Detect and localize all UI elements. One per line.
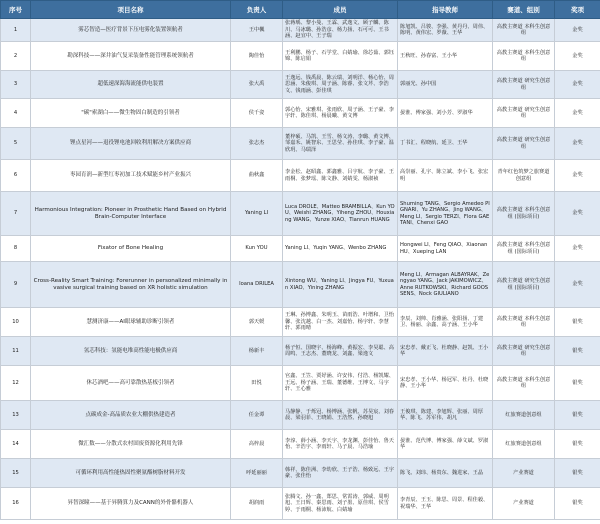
table-row [1,488,600,520]
header-members: 成员 [283,1,398,19]
row-teachers: 郭丽光、孙中国 [398,71,493,99]
row-project: "碳"索湖白——微生物固白制造的引领者 [31,99,231,128]
row-members: 董梓硕、马凯、王雪、杨文涛、李璐、黄文博、邹嘉禾、姚智东、王思莹、孙佳琪、李子豪、温欣玥、马瑞泽 [283,128,398,160]
row-project: 勘深科技——深井油气复采装备性能管理系统领航者 [31,42,231,71]
table-row [1,308,600,337]
row-no: 4 [1,99,31,128]
row-track: 高教主赛道 研究生创意组 [493,71,555,99]
table-row [1,459,600,488]
table-row [1,366,600,401]
row-project: 枣园育润—新型红枣初加工技术赋能乡村产业振兴 [31,160,231,192]
row-no: 6 [1,160,31,192]
row-leader: Ioana DRILEA [231,262,283,308]
row-award: 金奖 [555,71,600,99]
row-teachers: 晏淮、傅家强、刘小芳、罗淑华 [398,99,493,128]
row-track: 高教主赛道 研究生创意组 [493,99,555,128]
row-teachers: Shuming TANG、Sergio Amedeo PIGNARI、Yu ZHANG、Jing WANG、Meng LI、Sergio TERZI、Flora GAETANI、Chenxi GAO [398,192,493,236]
table-row [1,236,600,262]
table-row [1,42,600,71]
row-no: 14 [1,430,31,459]
row-members: 郭心怡、宋雅琪、张雨欣、周子涵、王子豪、李宇轩、陈佳琪、杨晨曦、黄文博 [283,99,398,128]
row-award: 金奖 [555,236,600,262]
row-leader: 张志杰 [231,128,283,160]
row-award: 金奖 [555,99,600,128]
table-row [1,430,600,459]
row-track: 高教主赛道 本科生创意组 [493,308,555,337]
row-members: 杨子恒、国晓宇、杨海峰、黄振宏、李昊聪、高周鸣、王志杰、董晓龙、刘鑫、梁逸文 [283,337,398,366]
row-members: Xintong WU、Yaning LI、Jingya FU、Yuxuan XIAO、Yining ZHANG [283,262,398,308]
table-body [1,19,600,520]
row-leader: 郭天媛 [231,308,283,337]
row-project: 锂点星河——退役锂电池回收利用解决方案供应商 [31,128,231,160]
row-award: 银奖 [555,366,600,401]
row-track: 产业赛道 [493,488,555,520]
row-teachers: 王秋旺、孙春富、王小华 [398,42,493,71]
row-leader: 曲秋鑫 [231,160,283,192]
row-teachers: 宋忠孝、戴正飞、杜晓静、赵凯、王小华 [398,337,493,366]
row-project: 微汇数——分散式农村固废资源化利用先锋 [31,430,231,459]
row-leader: 王中楓 [231,19,283,42]
row-track: 高教主赛道 本科生创意组 (国际项目) [493,192,555,236]
row-track: 青年红色筑梦之旅赛道创意组 [493,160,555,192]
row-members: Luca DROLE、Matteo BRAMBILLA、Kun YOU、Weishi ZHANG、Yiheng ZHOU、Houxiang WANG、Yunze XIAO、Tianrun HUANG [283,192,398,236]
row-leader: 田悦 [231,366,283,401]
row-no: 15 [1,459,31,488]
row-award: 金奖 [555,42,600,71]
row-award: 银奖 [555,401,600,430]
row-track: 高教主赛道 本科生创意组 [493,19,555,42]
row-leader: 杨新丰 [231,337,283,366]
row-no: 12 [1,366,31,401]
row-members: 王逸远、钱禹晨、陈云瑞、刘明洋、杨心怡、周思涵、朱俊琪、周子涵、陈睿、张文芹、李浩文、钱雨涵、彭佳琪 [283,71,398,99]
row-track: 红旅赛道创意组 [493,430,555,459]
row-no: 7 [1,192,31,236]
row-award: 银奖 [555,488,600,520]
row-members: 王利鹏、杨子、石学堂、白婧瑜、徐芯茹、郭钰锦、陈启娟 [283,42,398,71]
row-no: 10 [1,308,31,337]
row-members: 官鑫、王笠、贾妤涵、许安伟、付浩、杨凯耀、王远、杨子涵、王瑞、董德维、王博文、马宇轩、王心雅 [283,366,398,401]
row-members: 李金松、赵昭鑫、郭鑫雅、吕宇航、李子豪、王雨桐、张梦瑶、陈文静、刘婧雯、杨淑祯 [283,160,398,192]
row-members: 韩祥、陈佳洲、李幼欣、王子浩、杨致远、王宇豪、张佳怡 [283,459,398,488]
row-leader: 侯千姿 [231,99,283,128]
row-leader: 任金谭 [231,401,283,430]
row-no: 3 [1,71,31,99]
table-row [1,262,600,308]
table-row [1,19,600,42]
row-no: 5 [1,128,31,160]
table-row [1,401,600,430]
row-leader: 张大禹 [231,71,283,99]
table-row [1,160,600,192]
table-row [1,99,600,128]
header-teachers: 指导教师 [398,1,493,19]
row-award: 银奖 [555,459,600,488]
row-project: 可循环利用高性能热固性聚氨酯树脂材料开发 [31,459,231,488]
row-project: 氢芯科技：氢能电堆高性能电极供应商 [31,337,231,366]
row-teachers: 宋忠孝、王小华、杨冠军、杜丹、杜晓静、王小华 [398,366,493,401]
row-teachers: 晏淮、范代博、傅家强、薛文斌、罗淑华 [398,430,493,459]
row-leader: Kun YOU [231,236,283,262]
row-track: 高教主赛道 本科生创意组 [493,42,555,71]
row-no: 1 [1,19,31,42]
header-award: 奖项 [555,1,600,19]
row-teachers: Hongwei LI、Feng QIAO、Xiaonan HU、Xueping LAN [398,236,493,262]
row-track: 红旅赛道创意组 [493,401,555,430]
row-teachers: 高崇丽、孔宇、陈立斌、李小飞、张宏明 [398,160,493,192]
row-leader: 胡润雨 [231,488,283,520]
row-teachers: 李青辰、王玉、陈思、周景、程佳毅、祝瑞华、王华 [398,488,493,520]
row-track: 产业赛道 [493,459,555,488]
row-award: 银奖 [555,337,600,366]
row-no: 11 [1,337,31,366]
row-track: 高教主赛道 本科生创意组 [493,366,555,401]
row-project: 雾芯智造—医疗背景下压电雾化装置领航者 [31,19,231,42]
header-track: 赛道、组别 [493,1,555,19]
table-header [1,1,600,19]
row-award: 银奖 [555,430,600,459]
table-row [1,128,600,160]
row-project: 点碳成金-高品质农业大棚供热建造者 [31,401,231,430]
row-members: 王琳、孙博鑫、朱明玉、苗雨浩、叶增和、卫怡馨、张沈越、白一杰、刘嘉怡、杨宇轩、李慧轩、郭雨晴 [283,308,398,337]
row-track: 高教主赛道 研究生创意组 [493,337,555,366]
row-no: 9 [1,262,31,308]
header-row [1,1,600,19]
row-track: 高教主赛道 研究生创意组 (国际项目) [493,262,555,308]
row-teachers: 陈旭凯、吕骏、李强、黄丹丹、周伟、陈明、黄伟宏、罗薇、王华 [398,19,493,42]
row-leader: 高梓晨 [231,430,283,459]
row-no: 13 [1,401,31,430]
row-award: 金奖 [555,192,600,236]
row-project: 慧测济康——AI眼球辅助诊断引领者 [31,308,231,337]
row-no: 2 [1,42,31,71]
row-teachers: 丁书汇、程晓航、延卫、王华 [398,128,493,160]
header-project: 项目名称 [31,1,231,19]
row-track: 高教主赛道 研究生创意组 [493,128,555,160]
table-row [1,192,600,236]
row-project: 昇智深瞳——基于昇腾算力及CANN的外骨骼机器人 [31,488,231,520]
row-leader: 呼延丽丽 [231,459,283,488]
row-leader: 陶佳怡 [231,42,283,71]
row-award: 金奖 [555,262,600,308]
row-teachers: Meng LI、Armagan ALBAYRAK、Zengyao YANG、Jack JAKIMOWICZ、Anne RUTKOWSKI、Richard GOOSSENS、Nock GIULIANO [398,262,493,308]
header-leader: 负责人 [231,1,283,19]
row-members: 张腾文、孙一鑫、郑思、常霄涛、郭威、周明旭、王日辉、秦思雨、刘子墨、原佳琪、侯雪婷、于雨桐、杨沛航、白婧瑜 [283,488,398,520]
row-track: 高教主赛道 本科生创意组 (国际项目) [493,236,555,262]
row-teachers: 陈飞、刘玮、杨贵东、魏进家、王晶 [398,459,493,488]
row-teachers: 王俊琪、陈建、李旭辉、张丽、周厚华、陈飞、苏军伟、胡凡 [398,401,493,430]
table-row [1,71,600,99]
row-project: Harmonious Integration: Pioneer in Prosthetic Hand Based on Hybrid Brain-Computer Interface [31,192,231,236]
row-award: 银奖 [555,308,600,337]
row-project: Fixator of Bone Healing [31,236,231,262]
header-no: 序号 [1,1,31,19]
row-leader: Yaning LI [231,192,283,236]
table-row [1,337,600,366]
row-members: 马静静、于烁冠、杨博涵、张帆、苏昊宸、刘春晨、梁羽菲、王晓娟、王浩然、孙晓旭 [283,401,398,430]
row-no: 8 [1,236,31,262]
row-members: Yaning LI、Yuqin YANG、Wenbo ZHANG [283,236,398,262]
row-members: 李淳、薛小涵、李天宇、李龙渊、彭佳怡、鲁天怡、辛浩宇、李雨轩、马子晨、马浩瑜 [283,430,398,459]
row-project: Cross-Reality Smart Training: Forerunner in personalized minimally invasive surgical training based on XR holistic simulation [31,262,231,308]
row-award: 金奖 [555,128,600,160]
row-teachers: 李辰、刘帅、肖雅涵、张阳扬、丁建卫、杨丽、余鑫、高子涵、王小华 [398,308,493,337]
row-award: 金奖 [555,19,600,42]
row-no: 16 [1,488,31,520]
row-award: 金奖 [555,160,600,192]
row-project: 超低速深海海流能供电装置 [31,71,231,99]
row-members: 张蒋瑀、黎小曼、王霖、武逸文、顾子麟、陈川、马冰璐、孙浩彦、杨力扬、石可可、王书涵、赵宜中、王子瑞 [283,19,398,42]
row-project: 休芯酒吧——高可靠散热基板引领者 [31,366,231,401]
